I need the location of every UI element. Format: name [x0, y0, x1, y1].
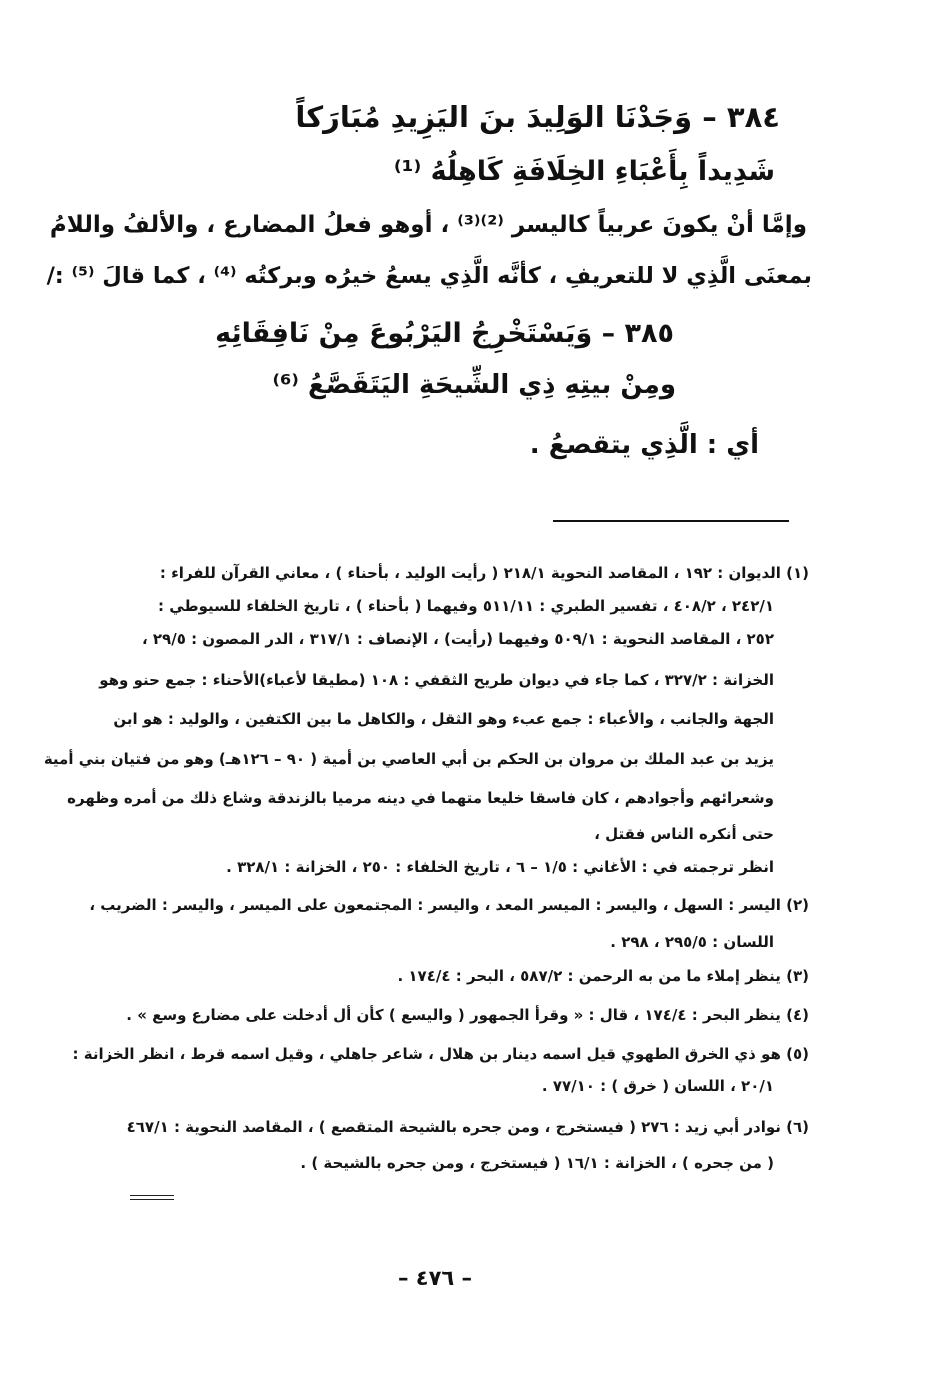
end-rule [130, 1199, 174, 1200]
footnote-1-line: ٢٤٢/١ ، ٤٠٨/٢ ، تفسير الطبري : ٥١١/١١ وفيهما ( بأحناء ) ، تاريخ الخلفاء للسيوطي : [158, 597, 774, 615]
footnote-6-line: ( من جحره ) ، الخزانة : ١٦/١ ( فيستخرج ، ومن جحره بالشيحة ) . [300, 1154, 774, 1172]
footnote-1-line: يزيد بن عبد الملك بن مروان بن الحكم بن أبي العاصي بن أمية ( ٩٠ – ١٢٦هـ) وهو من فتيان بني أمية [43, 750, 774, 768]
footnote-3-line: (٣) ينظر إملاء ما من به الرحمن : ٥٨٧/٢ ، البحر : ١٧٤/٤ . [397, 967, 809, 985]
verse-384-line-2: شَدِيداً بِأَعْبَاءِ الخِلَافَةِ كَاهِلُهُ ⁽¹⁾ [393, 156, 775, 187]
footnote-4-line: (٤) ينظر البحر : ١٧٤/٤ ، قال : « وقرأ الجمهور ( واليسع ) كأن أل أدخلت على مضارع وسع » . [126, 1006, 809, 1024]
footnote-5-line: (٥) هو ذي الخرق الطهوي قيل اسمه دينار بن هلال ، شاعر جاهلي ، وقيل اسمه قرط ، انظر الخزانة : [72, 1045, 809, 1063]
footnote-1-line: (١) الديوان : ١٩٢ ، المقاصد النحوية ٢١٨/١ ( رأيت الوليد ، بأحناء ) ، معاني القرآن للفراء : [159, 564, 809, 582]
footnote-separator [553, 520, 789, 522]
footnote-1-line: الجهة والجانب ، والأعباء : جمع عبء وهو الثقل ، والكاهل ما بين الكتفين ، والوليد : هو ابن [113, 710, 774, 728]
footnote-2-line: (٢) اليسر : السهل ، واليسر : الميسر المعد ، واليسر : المجتمعون على الميسر ، واليسر : الضريب ، [89, 896, 809, 914]
footnote-1-line: وشعرائهم وأجوادهم ، كان فاسقا خليعا متهما في دينه مرميا بالزندقة وشاع ذلك من أمره وظهره [67, 789, 774, 807]
explanation-line: أي : الَّذِي يتقصعُ . [529, 430, 759, 460]
page-number: – ٤٧٦ – [397, 1266, 473, 1290]
verse-385-line-2: ومِنْ بيتِهِ ذِي الشِّيحَةِ اليَتَقَصَّعُ ⁽⁶⁾ [272, 370, 676, 400]
body-paragraph-line-1: وإمَّا أنْ يكونَ عربياً كاليسر ⁽²⁾⁽³⁾ ، أوهو فعلُ المضارع ، والألفُ واللامُ [49, 212, 807, 238]
footnote-1-line: انظر ترجمته في : الأغاني : ١/٥ – ٦ ، تاريخ الخلفاء : ٢٥٠ ، الخزانة : ٣٢٨/١ . [226, 858, 774, 876]
body-paragraph-line-2: بمعنَى الَّذِي لا للتعريفِ ، كأنَّه الَّذِي يسعُ خيرُه وبركتُه ⁽⁴⁾ ، كما قالَ ⁽⁵⁾ :/ [46, 263, 812, 289]
footnote-1-line: الخزانة : ٣٢٧/٢ ، كما جاء في ديوان طريح الثقفي : ١٠٨ (مطيقا لأعباء)الأحناء : جمع حنو وهو [99, 671, 774, 689]
footnote-2-line: اللسان : ٢٩٥/٥ ، ٢٩٨ . [610, 933, 774, 951]
footnote-1-line: حتى أنكره الناس فقتل ، [594, 825, 774, 843]
end-rule [130, 1195, 174, 1196]
verse-385-line-1: ٣٨٥ – وَيَسْتَخْرِجُ اليَرْبُوعَ مِنْ نَافِقَائِهِ [215, 318, 674, 349]
verse-384-line-1: ٣٨٤ – وَجَدْنَا الوَلِيدَ بنَ اليَزِيدِ مُبَارَكاً [295, 100, 780, 134]
footnote-1-line: ٢٥٢ ، المقاصد النحوية : ٥٠٩/١ وفيهما (رأيت) ، الإنصاف : ٣١٧/١ ، الدر المصون : ٢٩/٥ ، [141, 630, 774, 648]
footnote-6-line: (٦) نوادر أبي زيد : ٢٧٦ ( فيستخرج ، ومن جحره بالشيحة المتقصع ) ، المقاصد النحوية : ٤٦٧/١ [126, 1118, 809, 1136]
footnote-5-line: ٢٠/١ ، اللسان ( خرق ) : ٧٧/١٠ . [541, 1077, 774, 1095]
